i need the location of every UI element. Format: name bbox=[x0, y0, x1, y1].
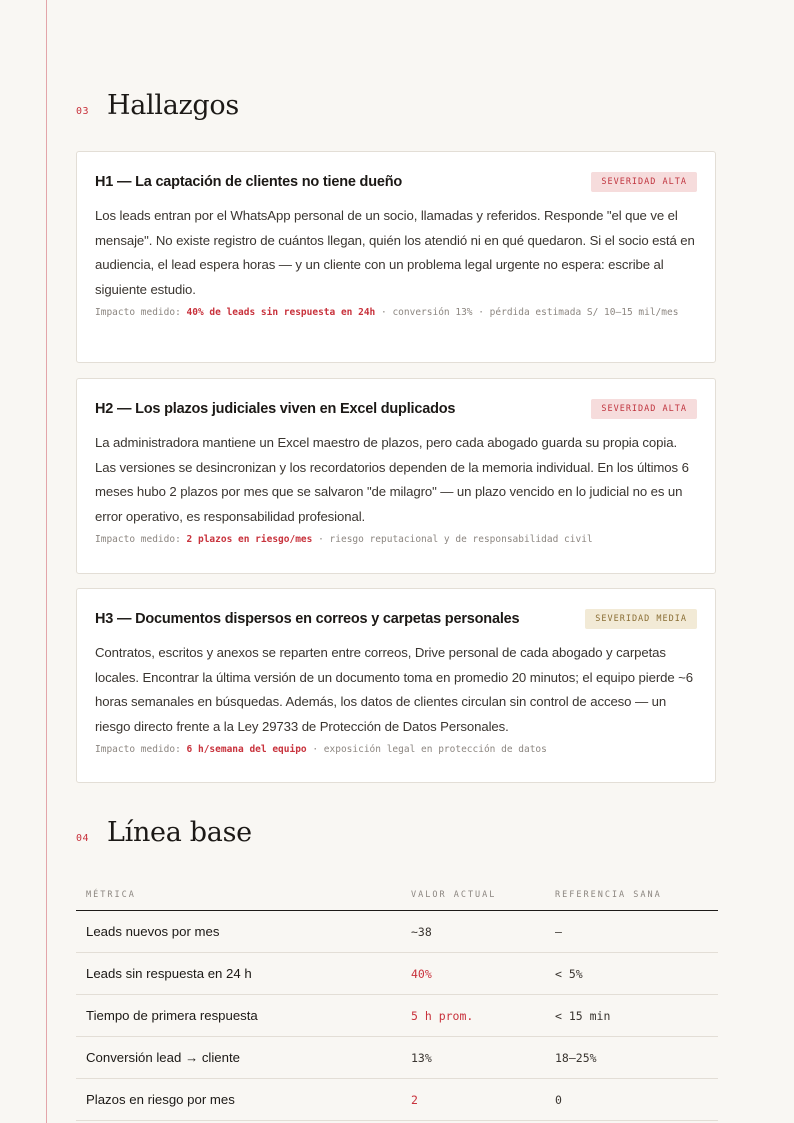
metric-cell: Leads nuevos por mes bbox=[76, 911, 401, 953]
finding-title: H1 — La captación de clientes no tiene dueño bbox=[95, 174, 403, 190]
table-row bbox=[76, 953, 718, 995]
impact-details: · riesgo reputacional y de responsabilidad civil bbox=[312, 534, 593, 545]
table-row bbox=[76, 1079, 718, 1121]
severity-badge: SEVERIDAD MEDIA bbox=[585, 609, 697, 629]
section-number: 04 bbox=[76, 833, 90, 844]
impact-details: · exposición legal en protección de datos bbox=[306, 744, 547, 755]
impact-line bbox=[95, 304, 697, 321]
impact-highlight: 40% de leads sin respuesta en 24h bbox=[186, 307, 376, 318]
section-header-linea-base bbox=[76, 817, 252, 848]
column-header-metric: MÉTRICA bbox=[76, 880, 401, 911]
section-title: Línea base bbox=[107, 817, 252, 848]
impact-label: Impacto medido: bbox=[95, 307, 181, 318]
impact-line bbox=[95, 741, 697, 758]
table-row bbox=[76, 1037, 718, 1079]
column-header-reference: REFERENCIA SANA bbox=[545, 880, 718, 911]
severity-badge: SEVERIDAD ALTA bbox=[591, 172, 697, 192]
finding-body: Contratos, escritos y anexos se reparten entre correos, Drive personal de cada abogado y carpetas locales. Encontrar la última versión de un documento toma en promedio 20 minutos; el equipo pierde ~6 horas semanales en búsquedas. Además, los datos de clientes circulan sin control de acceso — un riesgo directo frente a la Ley 29733 de Protección de Datos Personales. bbox=[95, 645, 693, 734]
finding-header bbox=[95, 607, 697, 631]
section-header-hallazgos bbox=[76, 90, 239, 121]
finding-title: H2 — Los plazos judiciales viven en Excel duplicados bbox=[95, 401, 456, 417]
finding-title: H3 — Documentos dispersos en correos y carpetas personales bbox=[95, 611, 520, 627]
finding-body: Los leads entran por el WhatsApp personal de un socio, llamadas y referidos. Responde "el que ve el mensaje". No existe registro de cuántos llegan, quién los atendió ni en qué quedaron. Si el socio está en audiencia, el lead espera horas — y un cliente con un problema legal urgente no espera: escribe al siguiente estudio. bbox=[95, 208, 695, 297]
impact-details: · conversión 13% · pérdida estimada S/ 10–15 mil/mes bbox=[375, 307, 679, 318]
metric-cell: Conversión lead → cliente bbox=[76, 1037, 401, 1079]
metric-cell: Plazos en riesgo por mes bbox=[76, 1079, 401, 1121]
impact-label: Impacto medido: bbox=[95, 744, 181, 755]
impact-label: Impacto medido: bbox=[95, 534, 181, 545]
table-row bbox=[76, 995, 718, 1037]
value-cell: 13% bbox=[401, 1037, 545, 1079]
reference-cell: 0 bbox=[545, 1079, 718, 1121]
table-header-row bbox=[76, 880, 718, 911]
section-number: 03 bbox=[76, 106, 90, 117]
value-cell: 40% bbox=[401, 953, 545, 995]
finding-header bbox=[95, 397, 697, 421]
reference-cell: < 15 min bbox=[545, 995, 718, 1037]
metric-cell: Leads sin respuesta en 24 h bbox=[76, 953, 401, 995]
finding-card-h2 bbox=[76, 378, 716, 574]
table-row bbox=[76, 911, 718, 953]
metric-cell: Tiempo de primera respuesta bbox=[76, 995, 401, 1037]
reference-cell: 18–25% bbox=[545, 1037, 718, 1079]
finding-card-h1 bbox=[76, 151, 716, 363]
impact-line bbox=[95, 531, 697, 548]
margin-rule bbox=[46, 0, 47, 1123]
reference-cell: — bbox=[545, 911, 718, 953]
reference-cell: < 5% bbox=[545, 953, 718, 995]
finding-card-h3 bbox=[76, 588, 716, 783]
finding-header bbox=[95, 170, 697, 194]
value-cell: 5 h prom. bbox=[401, 995, 545, 1037]
baseline-table bbox=[76, 880, 718, 1121]
section-title: Hallazgos bbox=[107, 90, 239, 121]
column-header-current-value: VALOR ACTUAL bbox=[401, 880, 545, 911]
impact-highlight: 6 h/semana del equipo bbox=[186, 744, 307, 755]
impact-highlight: 2 plazos en riesgo/mes bbox=[186, 534, 313, 545]
finding-body: La administradora mantiene un Excel maestro de plazos, pero cada abogado guarda su propia copia. Las versiones se desincronizan y los recordatorios dependen de la memoria individual. En los últimos 6 meses hubo 2 plazos por mes que se salvaron "de milagro" — un plazo vencido en lo judicial no es un error operativo, es responsabilidad profesional. bbox=[95, 435, 689, 524]
severity-badge: SEVERIDAD ALTA bbox=[591, 399, 697, 419]
value-cell: ~38 bbox=[401, 911, 545, 953]
value-cell: 2 bbox=[401, 1079, 545, 1121]
